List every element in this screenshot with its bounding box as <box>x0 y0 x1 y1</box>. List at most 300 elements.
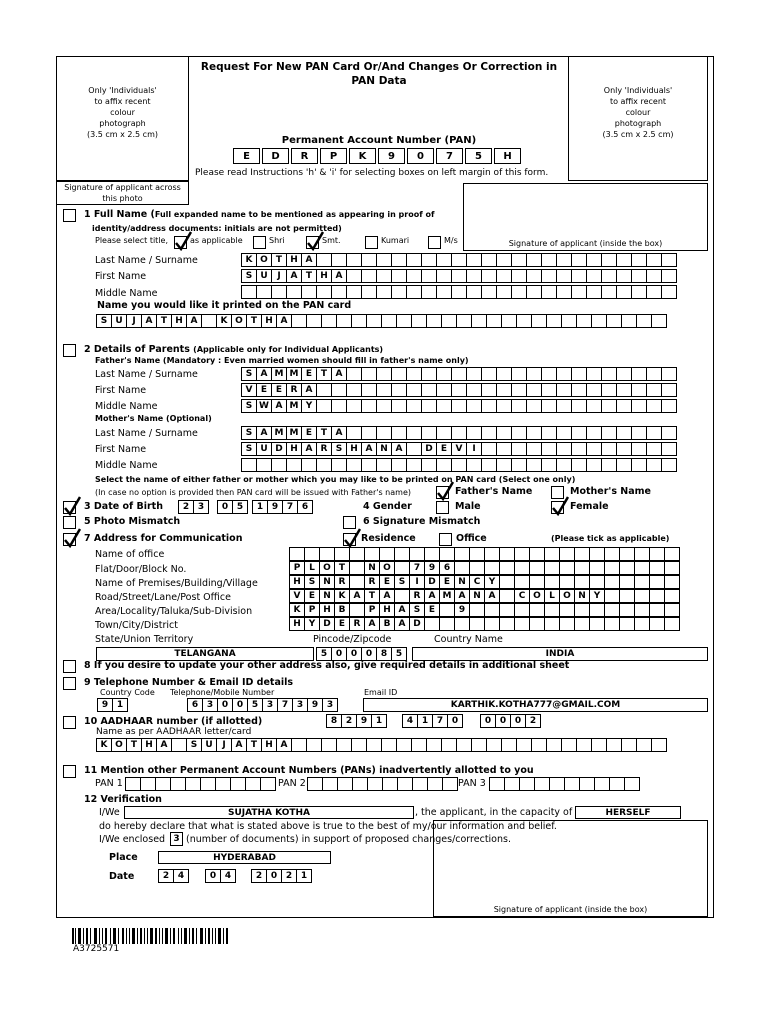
char-cell[interactable] <box>421 285 437 299</box>
char-cell[interactable] <box>574 575 590 589</box>
char-cell[interactable] <box>481 399 497 413</box>
char-cell[interactable] <box>511 426 527 440</box>
char-cell[interactable]: 7 <box>432 714 448 728</box>
char-cell[interactable] <box>349 561 365 575</box>
char-cell[interactable] <box>541 399 557 413</box>
char-cell[interactable] <box>526 269 542 283</box>
char-cell[interactable]: A <box>331 367 347 381</box>
char-cell[interactable] <box>291 738 307 752</box>
char-cell[interactable] <box>511 458 527 472</box>
char-cell[interactable]: B <box>379 617 395 631</box>
char-cell[interactable]: 2 <box>525 714 541 728</box>
char-cell[interactable] <box>382 777 398 791</box>
char-cell[interactable] <box>634 561 650 575</box>
char-cell[interactable] <box>591 314 607 328</box>
char-cell[interactable]: T <box>126 738 142 752</box>
char-cell[interactable] <box>664 547 680 561</box>
father-name-checkbox[interactable] <box>436 486 449 499</box>
char-cell[interactable] <box>484 617 500 631</box>
char-cell[interactable] <box>511 253 527 267</box>
char-cell[interactable]: 4 <box>173 869 189 883</box>
char-cell[interactable] <box>481 253 497 267</box>
char-cell[interactable]: S <box>241 367 257 381</box>
char-cell[interactable] <box>361 367 377 381</box>
char-cell[interactable]: T <box>301 269 317 283</box>
char-cell[interactable] <box>556 399 572 413</box>
char-cell[interactable]: B <box>334 603 350 617</box>
char-cell[interactable] <box>349 575 365 589</box>
char-cell[interactable] <box>661 399 677 413</box>
char-cell[interactable] <box>361 269 377 283</box>
char-cell[interactable]: J <box>216 738 232 752</box>
char-cell[interactable]: N <box>454 575 470 589</box>
char-cell[interactable] <box>301 285 317 299</box>
char-cell[interactable] <box>481 367 497 381</box>
char-cell[interactable] <box>436 399 452 413</box>
char-cell[interactable]: 8 <box>376 647 392 661</box>
char-cell[interactable]: 9 <box>97 698 113 712</box>
char-cell[interactable] <box>631 285 647 299</box>
char-cell[interactable] <box>576 314 592 328</box>
char-cell[interactable] <box>531 314 547 328</box>
char-cell[interactable] <box>634 603 650 617</box>
char-cell[interactable]: Y <box>301 399 317 413</box>
char-cell[interactable] <box>260 777 276 791</box>
char-cell[interactable] <box>469 547 485 561</box>
char-cell[interactable] <box>496 442 512 456</box>
char-cell[interactable]: R <box>286 383 302 397</box>
char-cell[interactable] <box>561 738 577 752</box>
char-cell[interactable] <box>604 603 620 617</box>
char-cell[interactable] <box>514 603 530 617</box>
char-cell[interactable] <box>346 458 362 472</box>
char-cell[interactable] <box>391 399 407 413</box>
pan-char[interactable]: E <box>233 148 260 164</box>
char-cell[interactable] <box>346 383 362 397</box>
char-cell[interactable] <box>544 603 560 617</box>
char-cell[interactable] <box>631 442 647 456</box>
char-cell[interactable]: O <box>319 561 335 575</box>
char-cell[interactable] <box>586 383 602 397</box>
char-cell[interactable]: V <box>451 442 467 456</box>
char-cell[interactable] <box>391 458 407 472</box>
char-cell[interactable] <box>346 399 362 413</box>
char-cell[interactable]: H <box>379 603 395 617</box>
char-cell[interactable]: L <box>544 589 560 603</box>
char-cell[interactable] <box>636 314 652 328</box>
place-value[interactable]: HYDERABAD <box>158 851 331 864</box>
char-cell[interactable]: 0 <box>266 869 282 883</box>
char-cell[interactable] <box>574 617 590 631</box>
char-cell[interactable] <box>529 561 545 575</box>
char-cell[interactable]: E <box>424 603 440 617</box>
char-cell[interactable] <box>601 285 617 299</box>
char-cell[interactable] <box>511 399 527 413</box>
char-cell[interactable]: D <box>421 442 437 456</box>
char-cell[interactable]: 1 <box>112 698 128 712</box>
char-cell[interactable]: S <box>186 738 202 752</box>
char-cell[interactable] <box>574 547 590 561</box>
char-cell[interactable]: A <box>349 589 365 603</box>
pan-char[interactable]: H <box>494 148 521 164</box>
pan-char[interactable]: D <box>262 148 289 164</box>
char-cell[interactable] <box>649 589 665 603</box>
char-cell[interactable] <box>664 575 680 589</box>
char-cell[interactable]: D <box>271 442 287 456</box>
char-cell[interactable] <box>406 399 422 413</box>
char-cell[interactable]: T <box>316 367 332 381</box>
char-cell[interactable] <box>421 458 437 472</box>
char-cell[interactable] <box>499 617 515 631</box>
char-cell[interactable] <box>496 285 512 299</box>
char-cell[interactable] <box>486 314 502 328</box>
char-cell[interactable]: D <box>424 575 440 589</box>
char-cell[interactable] <box>634 589 650 603</box>
char-cell[interactable] <box>534 777 550 791</box>
char-cell[interactable] <box>481 269 497 283</box>
char-cell[interactable]: 9 <box>356 714 372 728</box>
char-cell[interactable]: S <box>241 269 257 283</box>
char-cell[interactable]: 7 <box>277 698 293 712</box>
char-cell[interactable]: C <box>514 589 530 603</box>
char-cell[interactable] <box>574 603 590 617</box>
char-cell[interactable] <box>256 285 272 299</box>
char-cell[interactable]: A <box>301 383 317 397</box>
char-cell[interactable] <box>484 603 500 617</box>
section9-checkbox[interactable] <box>63 677 76 690</box>
char-cell[interactable]: E <box>304 589 320 603</box>
char-cell[interactable] <box>631 253 647 267</box>
char-cell[interactable] <box>571 442 587 456</box>
char-cell[interactable]: A <box>256 367 272 381</box>
char-cell[interactable] <box>636 738 652 752</box>
email-value[interactable]: KARTHIK.KOTHA777@GMAIL.COM <box>363 698 708 712</box>
char-cell[interactable] <box>586 458 602 472</box>
char-cell[interactable]: T <box>364 589 380 603</box>
char-cell[interactable]: E <box>271 383 287 397</box>
char-cell[interactable] <box>529 575 545 589</box>
char-cell[interactable]: O <box>231 314 247 328</box>
char-cell[interactable] <box>454 617 470 631</box>
char-cell[interactable] <box>466 426 482 440</box>
char-cell[interactable] <box>406 285 422 299</box>
char-cell[interactable]: 9 <box>424 561 440 575</box>
char-cell[interactable] <box>601 426 617 440</box>
char-cell[interactable] <box>634 547 650 561</box>
char-cell[interactable] <box>526 253 542 267</box>
char-cell[interactable]: H <box>286 253 302 267</box>
char-cell[interactable]: 2 <box>158 869 174 883</box>
char-cell[interactable]: N <box>469 589 485 603</box>
char-cell[interactable] <box>496 253 512 267</box>
char-cell[interactable] <box>549 777 565 791</box>
char-cell[interactable]: A <box>484 589 500 603</box>
char-cell[interactable] <box>544 547 560 561</box>
char-cell[interactable] <box>346 253 362 267</box>
title-checkbox-kumari[interactable] <box>365 236 378 249</box>
char-cell[interactable] <box>336 738 352 752</box>
char-cell[interactable] <box>514 617 530 631</box>
char-cell[interactable] <box>601 253 617 267</box>
char-cell[interactable] <box>571 285 587 299</box>
char-cell[interactable]: M <box>439 589 455 603</box>
char-cell[interactable]: N <box>364 561 380 575</box>
char-cell[interactable] <box>321 314 337 328</box>
char-cell[interactable] <box>409 547 425 561</box>
char-cell[interactable]: A <box>379 589 395 603</box>
char-cell[interactable]: N <box>319 575 335 589</box>
char-cell[interactable] <box>496 383 512 397</box>
char-cell[interactable] <box>559 547 575 561</box>
char-cell[interactable]: H <box>141 738 157 752</box>
char-cell[interactable] <box>376 269 392 283</box>
char-cell[interactable]: 0 <box>232 698 248 712</box>
char-cell[interactable] <box>185 777 201 791</box>
char-cell[interactable]: 0 <box>447 714 463 728</box>
char-cell[interactable] <box>436 383 452 397</box>
char-cell[interactable]: U <box>201 738 217 752</box>
char-cell[interactable]: O <box>111 738 127 752</box>
char-cell[interactable] <box>511 442 527 456</box>
char-cell[interactable]: T <box>316 426 332 440</box>
char-cell[interactable] <box>307 777 323 791</box>
char-cell[interactable] <box>361 426 377 440</box>
char-cell[interactable] <box>496 458 512 472</box>
char-cell[interactable]: O <box>256 253 272 267</box>
char-cell[interactable] <box>316 253 332 267</box>
char-cell[interactable]: R <box>349 617 365 631</box>
char-cell[interactable] <box>451 269 467 283</box>
char-cell[interactable] <box>661 458 677 472</box>
char-cell[interactable] <box>346 285 362 299</box>
signature-box-bottom[interactable] <box>433 820 708 917</box>
section3-checkbox[interactable] <box>63 501 76 514</box>
char-cell[interactable] <box>616 442 632 456</box>
char-cell[interactable] <box>616 426 632 440</box>
char-cell[interactable]: A <box>394 603 410 617</box>
char-cell[interactable] <box>215 777 231 791</box>
char-cell[interactable]: N <box>319 589 335 603</box>
char-cell[interactable] <box>230 777 246 791</box>
char-cell[interactable] <box>586 367 602 381</box>
char-cell[interactable]: 1 <box>296 869 312 883</box>
char-cell[interactable] <box>511 367 527 381</box>
char-cell[interactable] <box>441 738 457 752</box>
char-cell[interactable]: A <box>364 617 380 631</box>
char-cell[interactable]: E <box>256 383 272 397</box>
char-cell[interactable] <box>561 314 577 328</box>
char-cell[interactable] <box>361 399 377 413</box>
char-cell[interactable]: A <box>186 314 202 328</box>
char-cell[interactable] <box>661 253 677 267</box>
char-cell[interactable] <box>256 458 272 472</box>
char-cell[interactable] <box>649 547 665 561</box>
char-cell[interactable]: K <box>96 738 112 752</box>
char-cell[interactable] <box>496 399 512 413</box>
char-cell[interactable] <box>511 269 527 283</box>
char-cell[interactable]: 6 <box>297 500 313 514</box>
char-cell[interactable] <box>376 399 392 413</box>
char-cell[interactable]: T <box>156 314 172 328</box>
char-cell[interactable]: H <box>261 314 277 328</box>
char-cell[interactable]: Y <box>304 617 320 631</box>
char-cell[interactable] <box>541 383 557 397</box>
char-cell[interactable]: E <box>436 442 452 456</box>
char-cell[interactable] <box>391 383 407 397</box>
char-cell[interactable]: A <box>286 269 302 283</box>
char-cell[interactable]: 0 <box>217 698 233 712</box>
char-cell[interactable] <box>451 426 467 440</box>
char-cell[interactable] <box>466 285 482 299</box>
char-cell[interactable] <box>351 738 367 752</box>
char-cell[interactable]: 4 <box>220 869 236 883</box>
char-cell[interactable] <box>346 269 362 283</box>
char-cell[interactable]: 0 <box>331 647 347 661</box>
char-cell[interactable] <box>469 617 485 631</box>
char-cell[interactable]: 5 <box>247 698 263 712</box>
char-cell[interactable] <box>441 314 457 328</box>
char-cell[interactable] <box>406 442 422 456</box>
char-cell[interactable] <box>391 367 407 381</box>
char-cell[interactable] <box>336 314 352 328</box>
char-cell[interactable]: S <box>241 426 257 440</box>
char-cell[interactable]: V <box>289 589 305 603</box>
char-cell[interactable]: A <box>361 442 377 456</box>
title-checkbox-smt[interactable] <box>306 236 319 249</box>
char-cell[interactable] <box>571 253 587 267</box>
pan-char[interactable]: 5 <box>465 148 492 164</box>
char-cell[interactable] <box>604 575 620 589</box>
char-cell[interactable]: 7 <box>282 500 298 514</box>
capacity-value[interactable]: HERSELF <box>575 806 681 819</box>
char-cell[interactable] <box>316 458 332 472</box>
char-cell[interactable] <box>601 269 617 283</box>
char-cell[interactable] <box>306 314 322 328</box>
char-cell[interactable] <box>546 738 562 752</box>
char-cell[interactable] <box>391 253 407 267</box>
char-cell[interactable] <box>481 383 497 397</box>
char-cell[interactable] <box>529 547 545 561</box>
char-cell[interactable] <box>466 253 482 267</box>
section7-checkbox[interactable] <box>63 533 76 546</box>
char-cell[interactable] <box>286 458 302 472</box>
char-cell[interactable] <box>646 285 662 299</box>
char-cell[interactable] <box>471 314 487 328</box>
char-cell[interactable]: 1 <box>417 714 433 728</box>
char-cell[interactable] <box>367 777 383 791</box>
section1-checkbox[interactable] <box>63 209 76 222</box>
char-cell[interactable]: E <box>334 617 350 631</box>
char-cell[interactable] <box>621 314 637 328</box>
residence-checkbox[interactable] <box>343 533 356 546</box>
char-cell[interactable] <box>376 383 392 397</box>
char-cell[interactable]: V <box>241 383 257 397</box>
char-cell[interactable] <box>376 367 392 381</box>
char-cell[interactable] <box>481 426 497 440</box>
char-cell[interactable] <box>496 269 512 283</box>
char-cell[interactable] <box>526 426 542 440</box>
char-cell[interactable] <box>436 458 452 472</box>
char-cell[interactable] <box>396 314 412 328</box>
char-cell[interactable] <box>631 458 647 472</box>
char-cell[interactable]: R <box>316 442 332 456</box>
char-cell[interactable] <box>664 561 680 575</box>
char-cell[interactable] <box>631 383 647 397</box>
pan-char[interactable]: 7 <box>436 148 463 164</box>
char-cell[interactable] <box>604 561 620 575</box>
char-cell[interactable] <box>529 603 545 617</box>
char-cell[interactable] <box>556 367 572 381</box>
char-cell[interactable]: 9 <box>454 603 470 617</box>
char-cell[interactable] <box>541 285 557 299</box>
char-cell[interactable] <box>544 575 560 589</box>
char-cell[interactable] <box>346 367 362 381</box>
char-cell[interactable] <box>451 285 467 299</box>
title-checkbox-ms[interactable] <box>428 236 441 249</box>
char-cell[interactable] <box>634 575 650 589</box>
char-cell[interactable] <box>609 777 625 791</box>
char-cell[interactable] <box>436 285 452 299</box>
char-cell[interactable] <box>406 367 422 381</box>
char-cell[interactable] <box>412 777 428 791</box>
char-cell[interactable]: O <box>379 561 395 575</box>
char-cell[interactable] <box>451 253 467 267</box>
char-cell[interactable] <box>526 367 542 381</box>
char-cell[interactable] <box>364 547 380 561</box>
char-cell[interactable] <box>426 314 442 328</box>
char-cell[interactable] <box>155 777 171 791</box>
char-cell[interactable] <box>616 383 632 397</box>
char-cell[interactable] <box>451 367 467 381</box>
char-cell[interactable] <box>559 575 575 589</box>
char-cell[interactable]: A <box>391 442 407 456</box>
char-cell[interactable]: U <box>111 314 127 328</box>
char-cell[interactable] <box>346 426 362 440</box>
char-cell[interactable] <box>361 285 377 299</box>
char-cell[interactable]: H <box>286 442 302 456</box>
char-cell[interactable] <box>661 367 677 381</box>
char-cell[interactable] <box>331 458 347 472</box>
char-cell[interactable] <box>631 399 647 413</box>
char-cell[interactable] <box>526 383 542 397</box>
char-cell[interactable]: 0 <box>480 714 496 728</box>
char-cell[interactable] <box>616 367 632 381</box>
char-cell[interactable] <box>454 547 470 561</box>
char-cell[interactable] <box>501 314 517 328</box>
char-cell[interactable] <box>421 383 437 397</box>
char-cell[interactable] <box>544 617 560 631</box>
char-cell[interactable] <box>484 547 500 561</box>
char-cell[interactable]: R <box>334 575 350 589</box>
char-cell[interactable] <box>451 399 467 413</box>
char-cell[interactable] <box>571 269 587 283</box>
char-cell[interactable] <box>421 253 437 267</box>
char-cell[interactable] <box>456 314 472 328</box>
char-cell[interactable]: 4 <box>402 714 418 728</box>
char-cell[interactable] <box>616 285 632 299</box>
country-value[interactable]: INDIA <box>412 647 708 661</box>
char-cell[interactable] <box>601 458 617 472</box>
char-cell[interactable] <box>426 738 442 752</box>
char-cell[interactable]: T <box>246 738 262 752</box>
char-cell[interactable] <box>604 617 620 631</box>
char-cell[interactable]: J <box>126 314 142 328</box>
char-cell[interactable] <box>519 777 535 791</box>
char-cell[interactable] <box>406 458 422 472</box>
char-cell[interactable] <box>574 561 590 575</box>
char-cell[interactable]: L <box>304 561 320 575</box>
pan-char[interactable]: K <box>349 148 376 164</box>
